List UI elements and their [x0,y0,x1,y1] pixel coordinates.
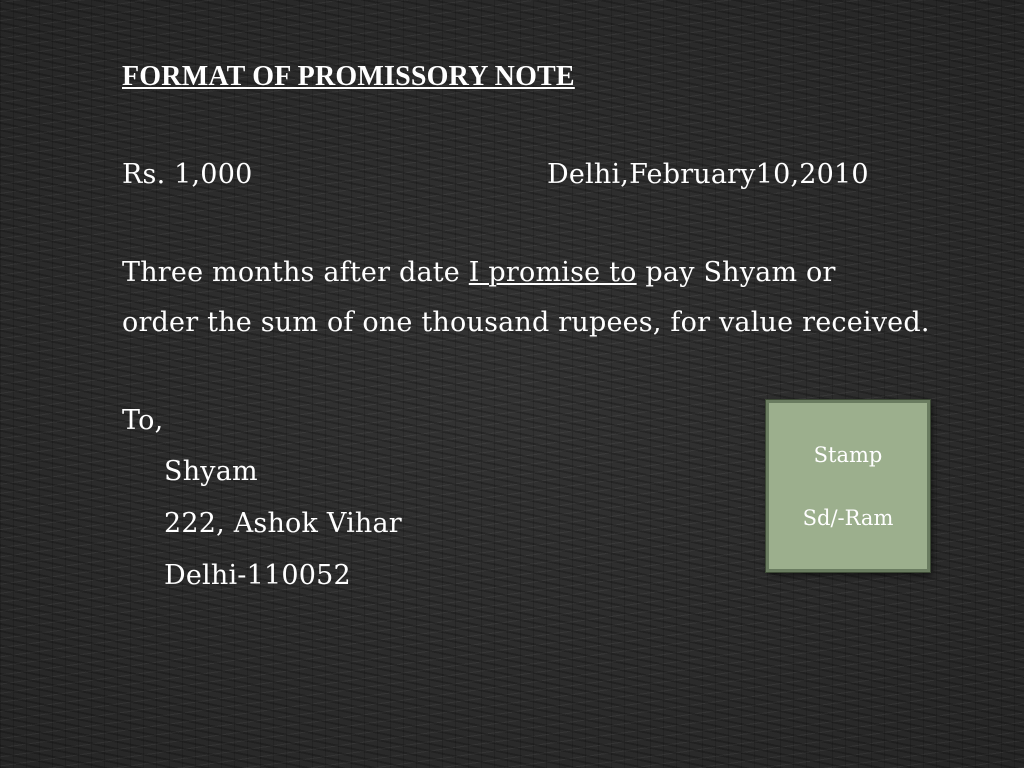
spacer [122,348,982,396]
address-line-2: Delhi-110052 [164,560,351,591]
place-date: Delhi,February10,2010 [547,159,869,190]
signature: Sd/-Ram [802,506,894,530]
recipient-name: Shyam [164,456,258,487]
address-line-1: 222, Ashok Vihar [164,508,402,539]
stamp-box [766,400,930,572]
promise-phrase: I promise to [468,257,637,288]
page-title: FORMAT OF PROMISSORY NOTE [122,61,575,92]
amount-date-row [122,150,982,200]
spacer [122,200,982,248]
salutation: To, [122,405,164,436]
note-body-line-1 [122,248,982,298]
stamp-label: Stamp [813,443,883,467]
amount: Rs. 1,000 [122,159,253,190]
spacer [122,102,982,150]
body-text: pay Shyam or [636,257,836,288]
note-body-line-2: order the sum of one thousand rupees, for value received. [122,307,930,338]
body-text: Three months after date [122,257,469,288]
